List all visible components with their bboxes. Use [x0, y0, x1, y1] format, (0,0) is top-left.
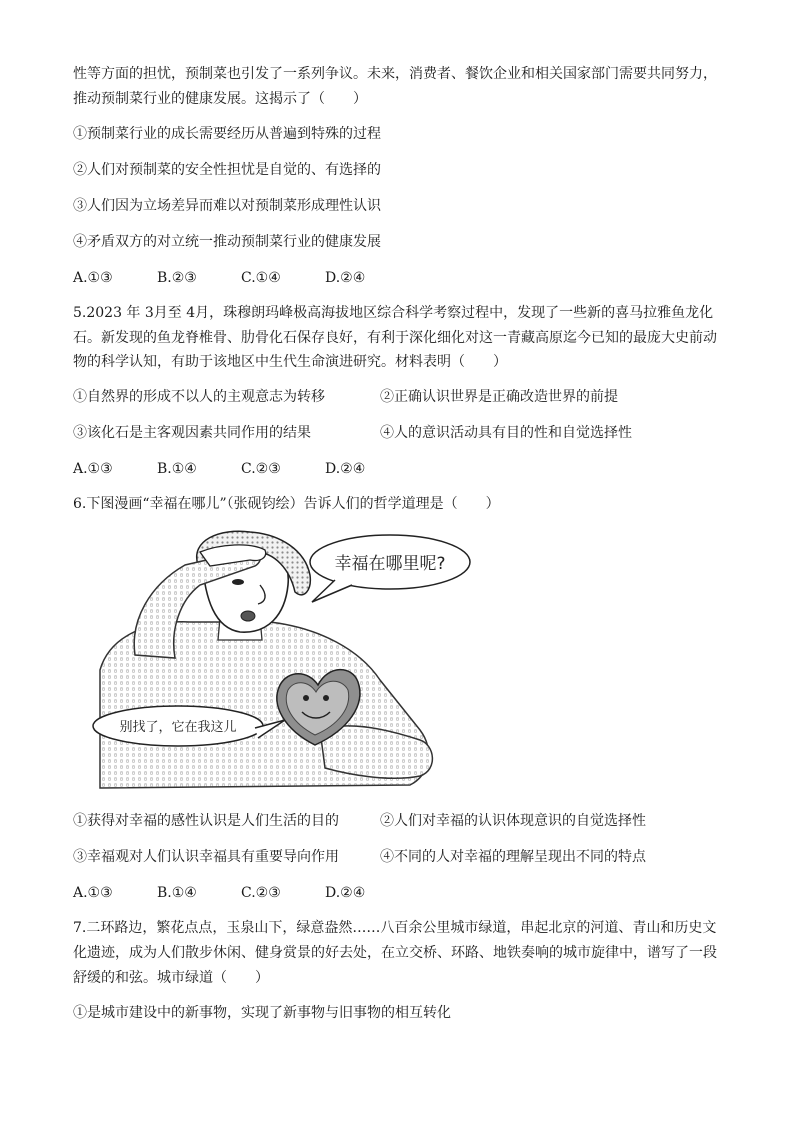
q5-option-b: B.①④: [157, 461, 197, 477]
q7-stem-line-3: 舒缓的和弦。城市绿道（ ）: [73, 970, 269, 986]
q6-item-3: ③幸福观对人们认识幸福具有重要导向作用: [73, 849, 339, 865]
q4-option-a: A.①③: [73, 270, 113, 286]
q6-option-b: B.①④: [157, 885, 197, 901]
q5-stem-line-1: 5.2023 年 3月至 4月，珠穆朗玛峰极高海拔地区综合科学考察过程中，发现了一些新的喜马拉雅鱼龙化: [73, 305, 714, 321]
q5-option-d: D.②④: [325, 461, 366, 477]
cartoon-bubble-top: 幸福在哪里呢?: [334, 554, 446, 574]
q4-stem-line-1: 性等方面的担忧，预制菜也引发了一系列争议。未来，消费者、餐饮企业和相关国家部门需要共同努力，: [73, 66, 717, 82]
q4-option-b: B.②③: [157, 270, 197, 286]
cartoon-illustration: [90, 530, 490, 792]
q6-stem: 6.下图漫画“幸福在哪儿”（张砚钧绘）告诉人们的哲学道理是（ ）: [73, 496, 500, 512]
q7-stem-line-2: 化遗迹，成为人们散步休闲、健身赏景的好去处，在立交桥、环路、地铁奏响的城市旋律中，谱写了一段: [73, 945, 717, 961]
q7-stem-line-1: 7.二环路边，繁花点点，玉泉山下，绿意盎然……八百余公里城市绿道，串起北京的河道、青山和历史文: [73, 920, 717, 936]
happiness-cartoon: [90, 530, 490, 792]
q7-item-1: ①是城市建设中的新事物，实现了新事物与旧事物的相互转化: [73, 1005, 451, 1021]
q5-item-3: ③该化石是主客观因素共同作用的结果: [73, 425, 311, 441]
q6-item-4: ④不同的人对幸福的理解呈现出不同的特点: [380, 849, 646, 865]
q5-options: [73, 459, 409, 479]
q6-option-d: D.②④: [325, 885, 366, 901]
q6-option-c: C.②③: [241, 885, 281, 901]
q4-item-2: ②人们对预制菜的安全性担忧是自觉的、有选择的: [73, 162, 381, 178]
q5-stem-line-3: 物的科学认知，有助于该地区中生代生命演进研究。材料表明（ ）: [73, 354, 507, 370]
q4-item-4: ④矛盾双方的对立统一推动预制菜行业的健康发展: [73, 234, 381, 250]
q5-item-2: ②正确认识世界是正确改造世界的前提: [380, 389, 618, 405]
q4-stem-line-2: 推动预制菜行业的健康发展。这揭示了（ ）: [73, 91, 367, 107]
q5-option-a: A.①③: [73, 461, 113, 477]
q4-item-3: ③人们因为立场差异而难以对预制菜形成理性认识: [73, 198, 381, 214]
q6-option-a: A.①③: [73, 885, 113, 901]
q4-option-d: D.②④: [325, 270, 366, 286]
q4-options: [73, 268, 409, 288]
q5-item-1: ①自然界的形成不以人的主观意志为转移: [73, 389, 325, 405]
q5-stem-line-2: 石。新发现的鱼龙脊椎骨、肋骨化石保存良好，有利于深化细化对这一青藏高原迄今已知的最庞大史前动: [73, 330, 717, 346]
cartoon-bubble-bottom: 别找了，它在我这儿: [119, 720, 237, 735]
q5-option-c: C.②③: [241, 461, 281, 477]
q6-item-1: ①获得对幸福的感性认识是人们生活的目的: [73, 813, 339, 829]
q6-options: [73, 883, 409, 903]
q6-item-2: ②人们对幸福的认识体现意识的自觉选择性: [380, 813, 646, 829]
q4-item-1: ①预制菜行业的成长需要经历从普遍到特殊的过程: [73, 126, 381, 142]
q4-option-c: C.①④: [241, 270, 281, 286]
q5-item-4: ④人的意识活动具有目的性和自觉选择性: [380, 425, 632, 441]
